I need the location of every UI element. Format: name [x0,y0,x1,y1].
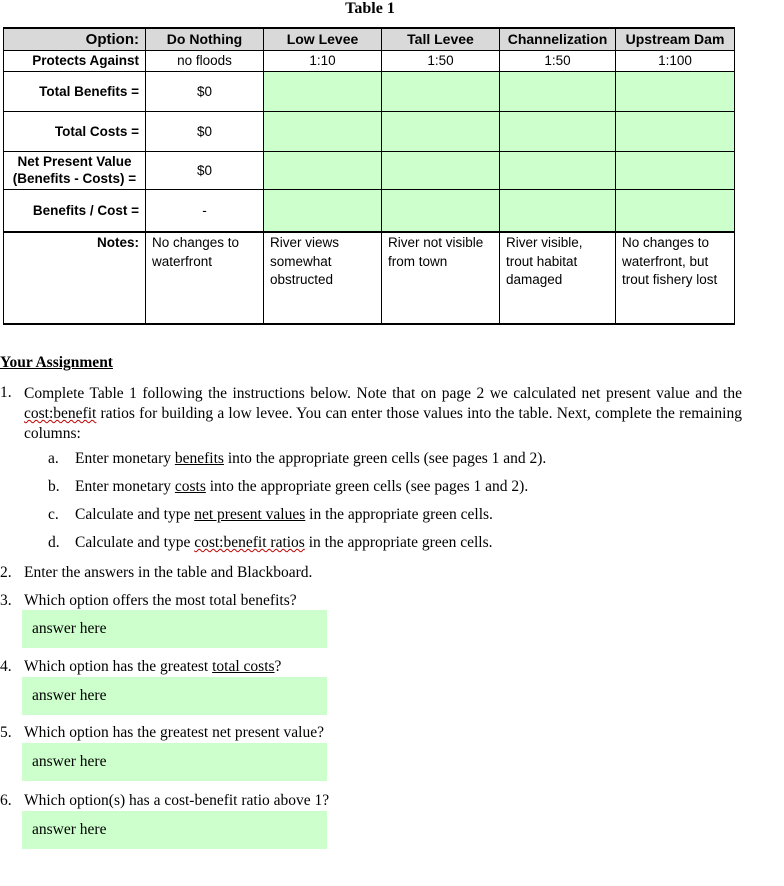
option-header-label: Option: [4,28,146,50]
protects-do-nothing: no floods [146,50,264,71]
header-upstream-dam: Upstream Dam [616,28,735,50]
notes-upstream-dam: No changes to waterfront, but trout fishery lost [616,232,735,324]
bc-ratio-label: Benefits / Cost = [4,189,146,232]
q6-answer-box[interactable]: answer here [22,811,327,849]
notes-low-levee: River views somewhat obstructed [264,232,382,324]
header-low-levee: Low Levee [264,28,382,50]
protects-upstream-dam: 1:100 [616,50,735,71]
total-benefits-row [4,71,735,111]
costs-cell-tall-levee[interactable] [382,111,500,151]
q1-sub-c [48,506,493,524]
q2-number: 2. [0,564,12,581]
npv-row [4,151,735,189]
bc-ratio-do-nothing: - [146,189,264,232]
q2-text: Enter the answers in the table and Blackboard. [24,564,313,581]
header-channelization: Channelization [500,28,616,50]
total-costs-label: Total Costs = [4,111,146,151]
q3-text: Which option offers the most total benefits? [24,592,297,609]
notes-channelization: River visible, trout habitat damaged [500,232,616,324]
sub-d-pre: Calculate and type [75,534,195,551]
protects-label: Protects Against [4,50,146,71]
protects-channelization: 1:50 [500,50,616,71]
notes-do-nothing: No changes to waterfront [146,232,264,324]
q1-text-squig: cost:benefit [24,405,97,422]
costs-cell-channelization[interactable] [500,111,616,151]
benefits-cell-channelization[interactable] [500,71,616,111]
q4-text-pre: Which option has the greatest [24,658,213,675]
options-table [3,27,735,325]
bc-cell-upstream-dam[interactable] [616,189,735,232]
assignment-heading: Your Assignment [0,354,113,371]
npv-cell-low-levee[interactable] [264,151,382,189]
notes-label: Notes: [4,232,146,324]
sub-a-letter: a. [48,450,59,467]
q1-text-a: Complete Table 1 following the instructions below. Note that on page 2 we calculated net present value and the [24,385,742,402]
sub-b-letter: b. [48,478,60,495]
total-benefits-label: Total Benefits = [4,71,146,111]
npv-cell-channelization[interactable] [500,151,616,189]
header-do-nothing: Do Nothing [146,28,264,50]
protects-row [4,50,735,71]
sub-c-pre: Calculate and type [75,506,195,523]
q1-text [24,384,742,444]
benefits-cell-tall-levee[interactable] [382,71,500,111]
costs-cell-upstream-dam[interactable] [616,111,735,151]
q5-text: Which option has the greatest net present value? [24,724,324,741]
table-title: Table 1 [345,0,395,17]
q4-text-underlined: total costs [212,658,275,675]
header-tall-levee: Tall Levee [382,28,500,50]
q5-answer-box[interactable]: answer here [22,743,327,781]
sub-c-underlined: net present values [194,506,306,523]
npv-cell-tall-levee[interactable] [382,151,500,189]
q4-number: 4. [0,658,12,675]
header-row [4,28,735,50]
npv-label-line2: (Benefits - Costs) = [12,171,137,186]
sub-a-pre: Enter monetary [75,450,175,467]
sub-a-post: into the appropriate green cells (see pages 1 and 2). [223,450,547,467]
total-costs-do-nothing: $0 [146,111,264,151]
npv-label-line1: Net Present Value [17,154,132,169]
q3-number: 3. [0,592,12,609]
total-costs-row [4,111,735,151]
notes-tall-levee: River not visible from town [382,232,500,324]
costs-cell-low-levee[interactable] [264,111,382,151]
q4-answer-box[interactable]: answer here [22,677,327,715]
notes-row [4,232,735,324]
bc-cell-tall-levee[interactable] [382,189,500,232]
q1-sub-d [48,534,493,552]
q1-number: 1. [0,384,12,401]
npv-do-nothing: $0 [146,151,264,189]
total-benefits-do-nothing: $0 [146,71,264,111]
sub-c-post: in the appropriate green cells. [305,506,493,523]
q1-text-b: ratios for building a low levee. You can enter those values into the table. Next, complete the remaining columns: [24,405,742,442]
sub-c-letter: c. [48,506,59,523]
benefits-cell-low-levee[interactable] [264,71,382,111]
q4-text-post: ? [274,658,282,675]
q4-text [24,658,281,676]
sub-a-underlined: benefits [174,450,224,467]
q6-text: Which option(s) has a cost-benefit ratio above 1? [24,792,330,809]
npv-label [4,151,146,189]
benefits-cell-upstream-dam[interactable] [616,71,735,111]
sub-b-underlined: costs [174,478,206,495]
protects-tall-levee: 1:50 [382,50,500,71]
sub-b-post: into the appropriate green cells (see pages 1 and 2). [205,478,529,495]
sub-d-post: in the appropriate green cells. [304,534,493,551]
sub-d-letter: d. [48,534,60,551]
q1-sub-a [48,450,546,468]
sub-b-pre: Enter monetary [75,478,175,495]
q6-number: 6. [0,792,12,809]
bc-ratio-row [4,189,735,232]
npv-cell-upstream-dam[interactable] [616,151,735,189]
bc-cell-low-levee[interactable] [264,189,382,232]
q3-answer-box[interactable]: answer here [22,610,327,648]
q1-sub-b [48,478,528,496]
q5-number: 5. [0,724,12,741]
sub-d-underlined: cost:benefit ratios [194,534,305,551]
bc-cell-channelization[interactable] [500,189,616,232]
protects-low-levee: 1:10 [264,50,382,71]
